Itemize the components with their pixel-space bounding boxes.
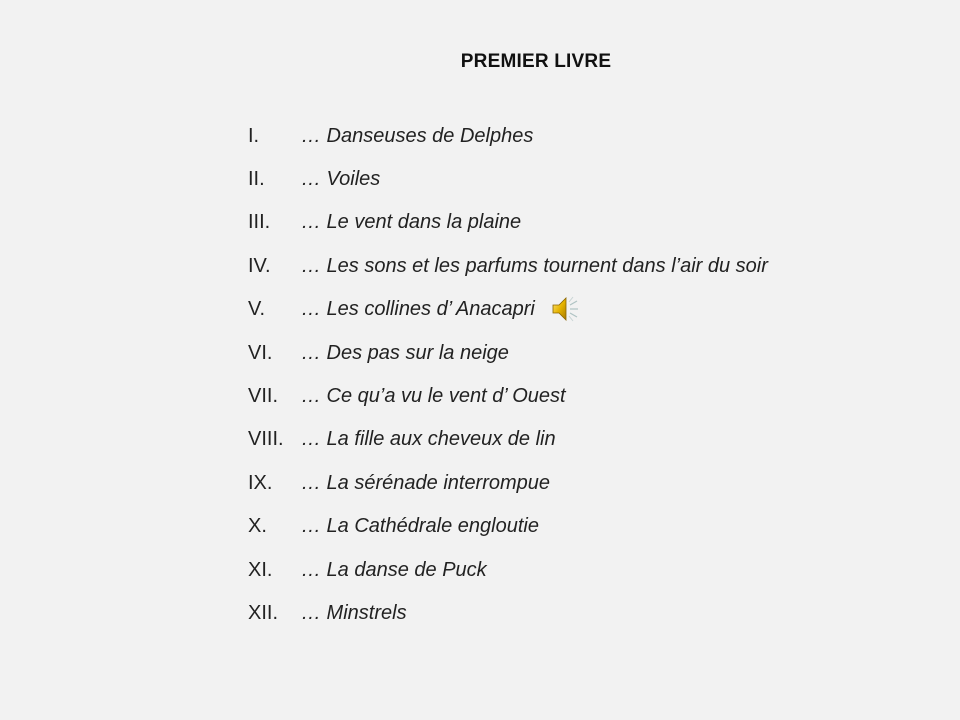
list-item [248, 288, 768, 331]
list-item [248, 244, 768, 287]
piece-numeral: III. [248, 211, 271, 234]
piece-numeral: XII. [248, 601, 279, 624]
list-item [248, 591, 768, 634]
piece-title: … Le vent dans la plaine [301, 211, 522, 234]
piece-numeral: XI. [248, 558, 273, 581]
list-item [248, 157, 768, 200]
piece-numeral: VIII. [248, 428, 284, 451]
piece-title: … La danse de Puck [301, 558, 487, 581]
piece-numeral: VI. [248, 341, 273, 364]
piece-title: … La sérénade interrompue [301, 471, 551, 494]
speaker-icon[interactable] [551, 293, 581, 325]
list-item [248, 331, 768, 374]
piece-title: … Les collines d’ Anacapri [301, 298, 535, 321]
piece-numeral: IX. [248, 471, 273, 494]
piece-numeral: II. [248, 168, 265, 191]
list-item [248, 114, 768, 157]
list-item [248, 201, 768, 244]
piece-title: … Voiles [301, 168, 381, 191]
piece-title: … Ce qu’a vu le vent d’ Ouest [301, 385, 566, 408]
piece-title: … Les sons et les parfums tournent dans l’air du soir [301, 254, 768, 277]
list-item [248, 418, 768, 461]
list-item [248, 374, 768, 417]
piece-title: … Minstrels [301, 601, 407, 624]
piece-numeral: IV. [248, 254, 271, 277]
piece-numeral: X. [248, 515, 267, 538]
piece-title: … Danseuses de Delphes [301, 124, 534, 147]
list-item [248, 461, 768, 504]
slide-title: PREMIER LIVRE [460, 51, 612, 72]
piece-numeral: VII. [248, 385, 279, 408]
list-item [248, 505, 768, 548]
list-item [248, 548, 768, 591]
piece-title: … La Cathédrale engloutie [301, 515, 539, 538]
piece-list [248, 114, 768, 635]
piece-numeral: I. [248, 124, 260, 147]
piece-title: … Des pas sur la neige [301, 341, 509, 364]
speaker-icon-graphic [551, 293, 581, 325]
piece-numeral: V. [248, 298, 266, 321]
piece-title: … La fille aux cheveux de lin [301, 428, 556, 451]
